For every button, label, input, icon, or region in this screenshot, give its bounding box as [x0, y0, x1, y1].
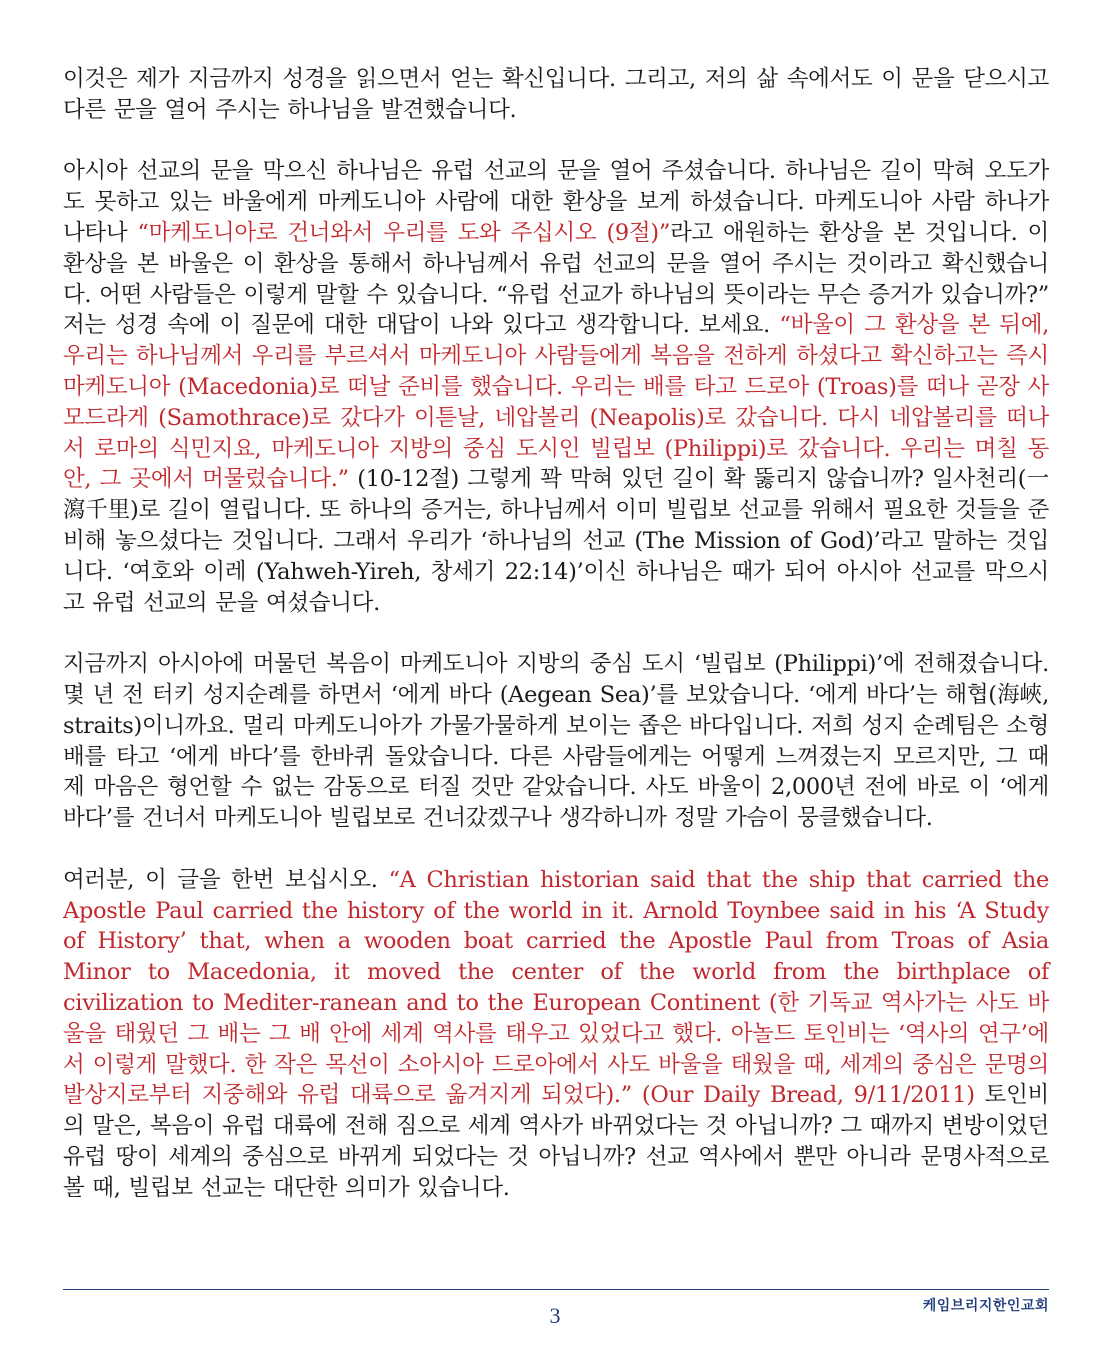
text-run: 아시아 선교의 문을 막으신 하나님은 유럽 선교의 문을 열어 주셨습니다. 하나님은 길이 막혀 오도가도 못하고 있는 바울에게 마케도니아 사람에 대한 환상을 보게 하셨습니다. 마케도니아 사람 하나가 나타나	[63, 158, 1049, 246]
church-name: 케임브리지한인교회	[922, 1298, 1049, 1314]
text-run: (10-12절) 그렇게 꽉 막혀 있던 길이 확 뚫리지 않습니까? 일사천리(一瀉千里)로 길이 열립니다. 또 하나의 증거는, 하나님께서 이미 빌립보 선교를 위해서 필요한 것들을 준비해 놓으셨다는 것입니다. 그래서 우리가 ‘하나님의 선교 (The Mission of God)’라고 말하는 것입니다. ‘여호와 이레 (Yahweh-Yireh, 창세기 22:14)’이신 하나님은 때가 되어 아시아 선교를 막으시고 유럽 선교의 문을 여셨습니다.	[63, 466, 1050, 616]
paragraph-4	[63, 865, 1049, 1204]
scripture-quote: “A Christian historian said that the ship that carried the Apostle Paul carried the history of the world in it. Arnold Toynbee said in his ‘A Study of History’ that, when a wooden boat carried the Apostle Paul from Troas of Asia Minor to Macedonia, it moved the center of the world from the birthplace of civilization to Mediter-ranean and to the European Continent (한 기독교 역사가는 사도 바울을 태웠던 그 배는 그 배 안에 세계 역사를 태우고 있었다고 했다. 아놀드 토인비는 ‘역사의 연구’에서 이렇게 말했다. 한 작은 목선이 소아시아 드로아에서 사도 바울을 태웠을 때, 세계의 중심은 문명의 발상지로부터 지중해와 유럽 대륙으로 옮겨지게 되었다).” (Our Daily Bread, 9/11/2011)	[63, 866, 1049, 1109]
text-run: 지금까지 아시아에 머물던 복음이 마케도니아 지방의 중심 도시 ‘빌립보 (Philippi)’에 전해졌습니다. 몇 년 전 터키 성지순례를 하면서 ‘에게 바다 (Aegean Sea)’를 보았습니다. ‘에게 바다’는 해협(海峽, straits)이니까요. 멀리 마케도니아가 가물가물하게 보이는 좁은 바다입니다. 저희 성지 순례팀은 소형 배를 타고 ‘에게 바다’를 한바퀴 돌았습니다. 다른 사람들에게는 어떻게 느껴졌는지 모르지만, 그 때 제 마음은 형언할 수 없는 감동으로 터질 것만 같았습니다. 사도 바울이 2,000년 전에 바로 이 ‘에게 바다’를 건너서 마케도니아 빌립보로 건너갔겠구나 생각하니까 정말 가슴이 뭉클했습니다.	[63, 651, 1049, 832]
page-number: 3	[549, 1303, 561, 1328]
footer-divider	[63, 1289, 1049, 1290]
text-run: 토인비의 말은, 복음이 유럽 대륙에 전해 짐으로 세계 역사가 바뀌었다는 것 아닙니까? 그 때까지 변방이었던 유럽 땅이 세계의 중심으로 바뀌게 되었다는 것 아닙니까? 선교 역사에서 뿐만 아니라 문명사적으로 볼 때, 빌립보 선교는 대단한 의미가 있습니다.	[63, 1082, 1049, 1201]
paragraph-1	[63, 64, 1049, 126]
paragraph-3	[63, 649, 1049, 834]
scripture-quote: “마케도니아로 건너와서 우리를 도와 주십시오 (9절)”	[137, 219, 671, 246]
scripture-quote: “바울이 그 환상을 본 뒤에, 우리는 하나님께서 우리를 부르셔서 마케도니아 사람들에게 복음을 전하게 하셨다고 확신하고는 즉시 마케도니아 (Macedonia)로 떠날 준비를 했습니다. 우리는 배를 타고 드로아 (Troas)를 떠나 곧장 사모드라게 (Samothrace)로 갔다가 이튿날, 네압볼리 (Neapolis)로 갔습니다. 다시 네압볼리를 떠나서 로마의 식민지요, 마케도니아 지방의 중심 도시인 빌립보 (Philippi)로 갔습니다. 우리는 며칠 동안, 그 곳에서 머물렀습니다.”	[63, 312, 1049, 493]
text-run: 라고 애원하는 환상을 본 것입니다. 이 환상을 본 바울은 이 환상을 통해서 하나님께서 유럽 선교의 문을 열어 주시는 것이라고 확신했습니다. 어떤 사람들은 이렇게 말할 수 있습니다. “유럽 선교가 하나님의 뜻이라는 무슨 증거가 있습니까?” 저는 성경 속에 이 질문에 대한 대답이 나와 있다고 생각합니다. 보세요.	[63, 219, 1049, 339]
text-run: 이것은 제가 지금까지 성경을 읽으면서 얻는 확신입니다. 그리고, 저의 삶 속에서도 이 문을 닫으시고 다른 문을 열어 주시는 하나님을 발견했습니다.	[63, 66, 1049, 123]
paragraph-2	[63, 156, 1049, 618]
sermon-body	[63, 64, 1049, 1234]
text-run: 여러분, 이 글을 한번 보십시오.	[63, 866, 389, 893]
